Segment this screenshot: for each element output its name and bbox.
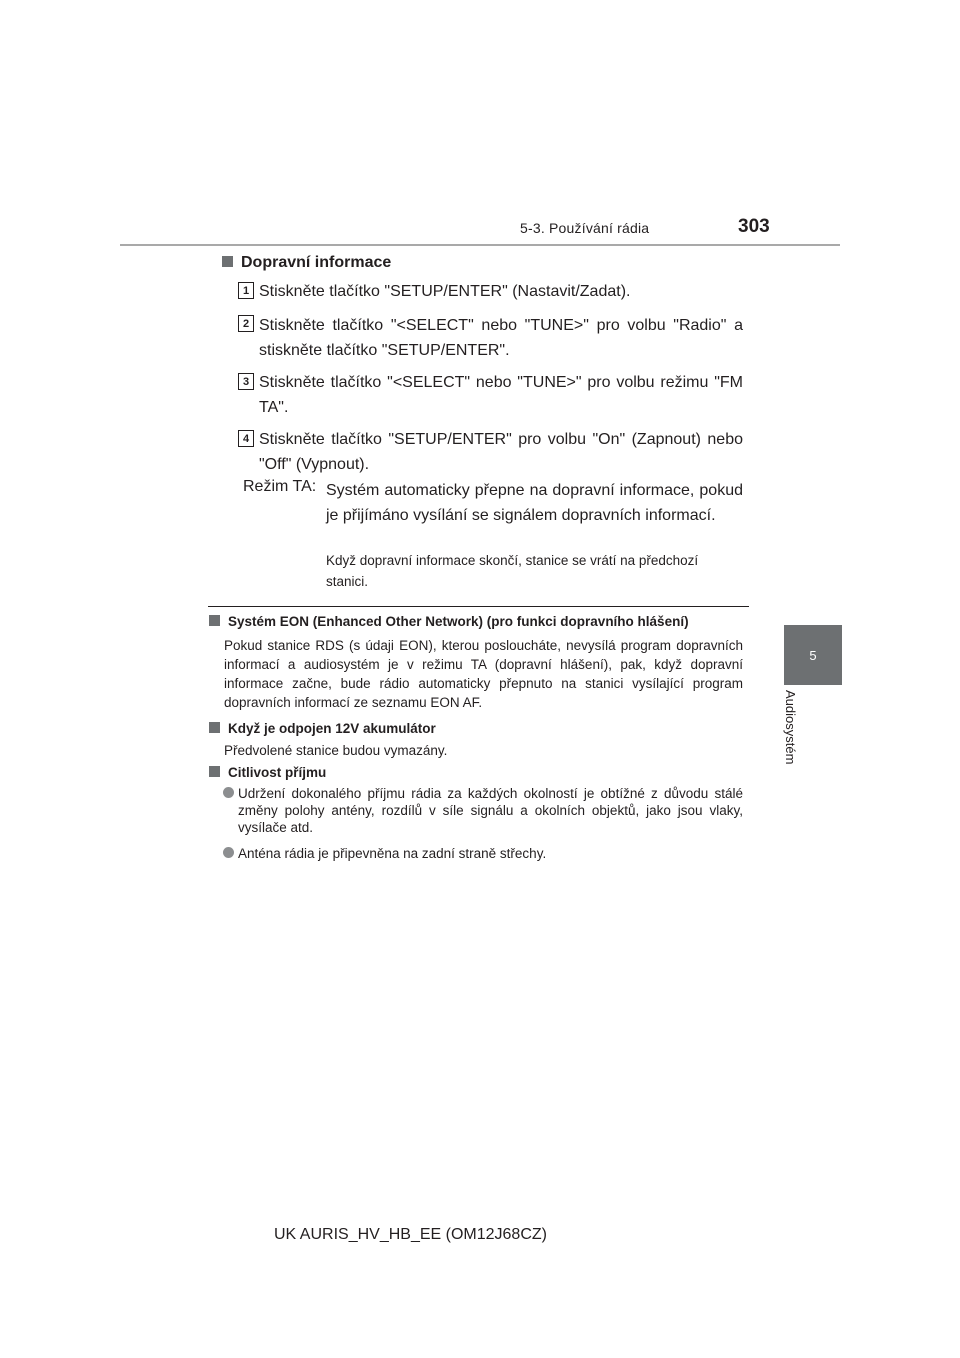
step-text-4: Stiskněte tlačítko "SETUP/ENTER" pro volbu "On" (Zapnout) nebo "Off" (Vypnout). — [259, 431, 743, 473]
notes-divider — [208, 606, 749, 607]
chapter-tab — [784, 625, 842, 685]
step-number-2: 2 — [238, 315, 254, 332]
round-bullet-icon — [223, 847, 234, 858]
main-heading-text: Dopravní informace — [241, 254, 392, 271]
section-title: 5-3. Používání rádia — [520, 220, 650, 236]
mode-note: Když dopravní informace skončí, stanice se vrátí na předchozí stanici. — [326, 553, 699, 589]
eon-text: Pokud stanice RDS (s údaji EON), kterou posloucháte, nevysílá program dopravních informací a audiosystém je v režimu TA (dopravní hlášení), pak, když dopravní informace začne, bude rádio automaticky přepnuto na stanici vysílající program dopravních informací ze seznamu EON AF. — [224, 638, 743, 710]
step-number-3: 3 — [238, 373, 254, 390]
square-bullet-icon — [222, 256, 233, 267]
step-text-3: Stiskněte tlačítko "<SELECT" nebo "TUNE>" pro volbu režimu "FM TA". — [259, 374, 743, 416]
step-text-1: Stiskněte tlačítko "SETUP/ENTER" (Nastavit/Zadat). — [259, 283, 631, 300]
step-text-2: Stiskněte tlačítko "<SELECT" nebo "TUNE>" pro volbu "Radio" a stiskněte tlačítko "SETUP/ENTER". — [259, 317, 743, 359]
chapter-label — [782, 690, 806, 780]
square-bullet-icon — [209, 722, 220, 733]
reception-bullet-2: Anténa rádia je připevněna na zadní straně střechy. — [238, 846, 547, 861]
round-bullet-icon — [223, 787, 234, 798]
step-number-4: 4 — [238, 430, 254, 447]
mode-label: Režim TA: — [243, 478, 317, 495]
header-divider — [120, 244, 840, 246]
battery-text: Předvolené stanice budou vymazány. — [224, 743, 448, 758]
page-number: 303 — [738, 216, 770, 237]
reception-heading: Citlivost příjmu — [209, 765, 326, 780]
eon-heading: Systém EON (Enhanced Other Network) (pro funkci dopravního hlášení) — [209, 614, 689, 629]
chapter-number: 5 — [809, 647, 817, 663]
battery-heading: Když je odpojen 12V akumulátor — [209, 721, 436, 736]
square-bullet-icon — [209, 615, 220, 626]
chapter-title: Audiosystém — [783, 690, 798, 765]
main-heading — [222, 254, 391, 272]
reception-bullet-1: Udržení dokonalého příjmu rádia za každých okolností je obtížné z důvodu stálé změny polohy antény, rozdílů v síle signálu a okolních objektů, jako jsou vlaky, vysílače atd. — [238, 786, 743, 835]
mode-description: Systém automaticky přepne na dopravní informace, pokud je přijímáno vysílání se signálem dopravních informací. — [326, 482, 743, 524]
square-bullet-icon — [209, 766, 220, 777]
footer-model: UK AURIS_HV_HB_EE (OM12J68CZ) — [274, 1226, 547, 1243]
step-number-1: 1 — [238, 282, 254, 299]
